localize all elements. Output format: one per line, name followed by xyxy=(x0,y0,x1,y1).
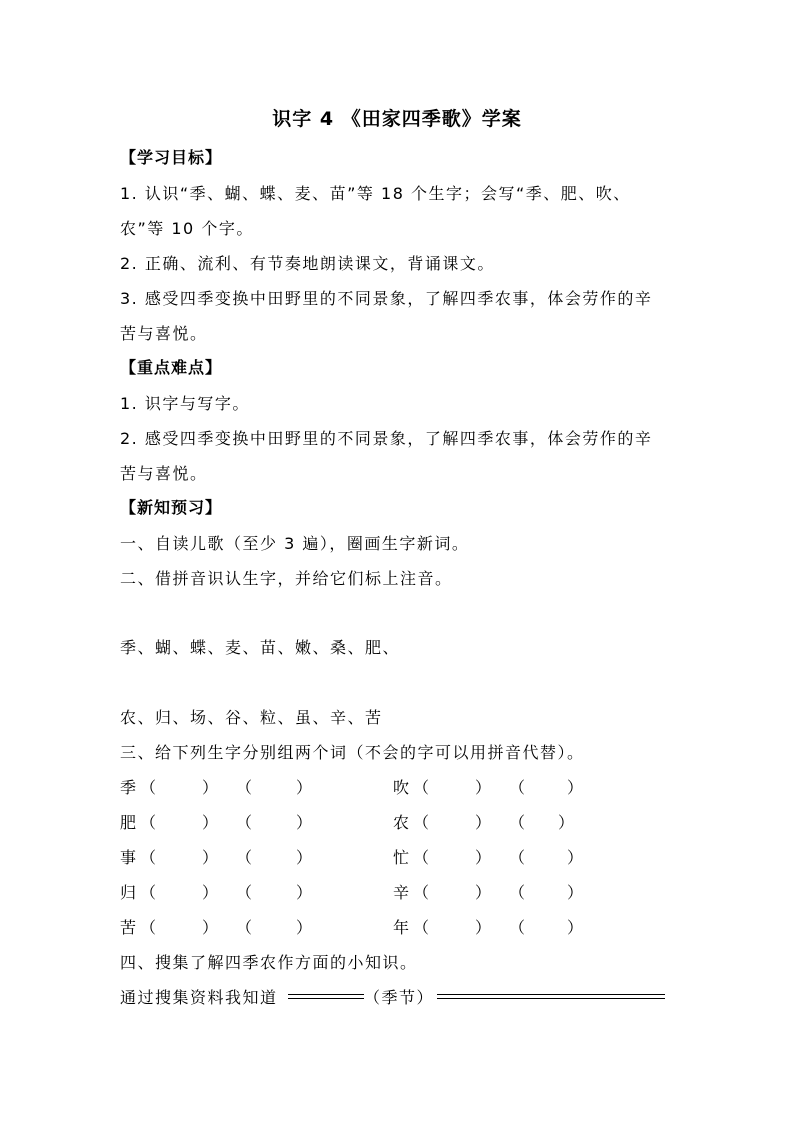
close-paren: ） xyxy=(567,918,584,937)
open-paren: （ xyxy=(236,778,253,797)
close-paren: ） xyxy=(202,883,219,902)
section-heading-preview: 【新知预习】 xyxy=(120,498,223,517)
section-heading-goals: 【学习目标】 xyxy=(120,148,223,167)
goal-line-5: 苦与喜悦。 xyxy=(120,324,208,343)
open-paren: （ xyxy=(140,848,157,867)
keypoint-line-3: 苦与喜悦。 xyxy=(120,464,208,483)
open-paren: （ xyxy=(236,918,253,937)
keypoint-line-2: 2. 感受四季变换中田野里的不同景象，了解四季农事，体会劳作的辛 xyxy=(120,429,653,448)
goal-line-3: 2. 正确、流利、有节奏地朗读课文，背诵课文。 xyxy=(120,254,495,273)
close-paren: ） xyxy=(296,918,313,937)
open-paren: （ xyxy=(509,813,526,832)
word-char: 苦 xyxy=(120,918,137,937)
knowledge-blank[interactable] xyxy=(437,994,665,999)
keypoint-line-1: 1. 识字与写字。 xyxy=(120,394,250,413)
new-chars-row-1: 季、蝴、蝶、麦、苗、嫩、桑、肥、 xyxy=(120,638,401,657)
preview-task-4: 四、搜集了解四季农作方面的小知识。 xyxy=(120,953,418,972)
goal-line-1: 1. 认识“季、蝴、蝶、麦、苗”等 18 个生字；会写“季、肥、吹、 xyxy=(120,184,631,203)
open-paren: （ xyxy=(140,778,157,797)
close-paren: ） xyxy=(558,813,575,832)
word-char: 年 xyxy=(393,918,410,937)
open-paren: （ xyxy=(509,883,526,902)
open-paren: （ xyxy=(140,918,157,937)
close-paren: ） xyxy=(475,813,492,832)
word-char: 辛 xyxy=(393,883,410,902)
close-paren: ） xyxy=(475,848,492,867)
new-chars-row-2: 农、归、场、谷、粒、虽、辛、苦 xyxy=(120,708,383,727)
close-paren: ） xyxy=(202,848,219,867)
close-paren: ） xyxy=(475,778,492,797)
close-paren: ） xyxy=(202,918,219,937)
open-paren: （ xyxy=(413,778,430,797)
task4-prefix: 通过搜集资料我知道 xyxy=(120,988,278,1007)
goal-line-2: 农”等 10 个字。 xyxy=(120,219,254,238)
word-char: 肥 xyxy=(120,813,137,832)
section-heading-keypoints: 【重点难点】 xyxy=(120,358,223,377)
open-paren: （ xyxy=(509,918,526,937)
word-char: 季 xyxy=(120,778,137,797)
close-paren: ） xyxy=(567,883,584,902)
close-paren: ） xyxy=(475,918,492,937)
close-paren: ） xyxy=(202,778,219,797)
close-paren: ） xyxy=(475,883,492,902)
word-char: 农 xyxy=(393,813,410,832)
open-paren: （ xyxy=(140,813,157,832)
goal-line-4: 3. 感受四季变换中田野里的不同景象，了解四季农事，体会劳作的辛 xyxy=(120,289,653,308)
open-paren: （ xyxy=(236,813,253,832)
close-paren: ） xyxy=(296,883,313,902)
season-blank[interactable] xyxy=(288,994,364,999)
close-paren: ） xyxy=(567,778,584,797)
open-paren: （ xyxy=(236,883,253,902)
word-char: 忙 xyxy=(393,848,410,867)
word-char: 吹 xyxy=(393,778,410,797)
word-char: 归 xyxy=(120,883,137,902)
task4-middle: （季节） xyxy=(364,988,435,1007)
close-paren: ） xyxy=(296,848,313,867)
open-paren: （ xyxy=(509,848,526,867)
preview-task-3: 三、给下列生字分别组两个词（不会的字可以用拼音代替）。 xyxy=(120,743,585,762)
word-char: 事 xyxy=(120,848,137,867)
open-paren: （ xyxy=(413,813,430,832)
open-paren: （ xyxy=(413,918,430,937)
open-paren: （ xyxy=(413,848,430,867)
open-paren: （ xyxy=(236,848,253,867)
preview-task-2: 二、借拼音识认生字，并给它们标上注音。 xyxy=(120,569,453,588)
preview-task-1: 一、自读儿歌（至少 3 遍），圈画生字新词。 xyxy=(120,534,470,553)
close-paren: ） xyxy=(567,848,584,867)
page-title: 识字 4 《田家四季歌》学案 xyxy=(272,108,522,130)
open-paren: （ xyxy=(509,778,526,797)
close-paren: ） xyxy=(296,813,313,832)
open-paren: （ xyxy=(413,883,430,902)
close-paren: ） xyxy=(296,778,313,797)
open-paren: （ xyxy=(140,883,157,902)
close-paren: ） xyxy=(202,813,219,832)
